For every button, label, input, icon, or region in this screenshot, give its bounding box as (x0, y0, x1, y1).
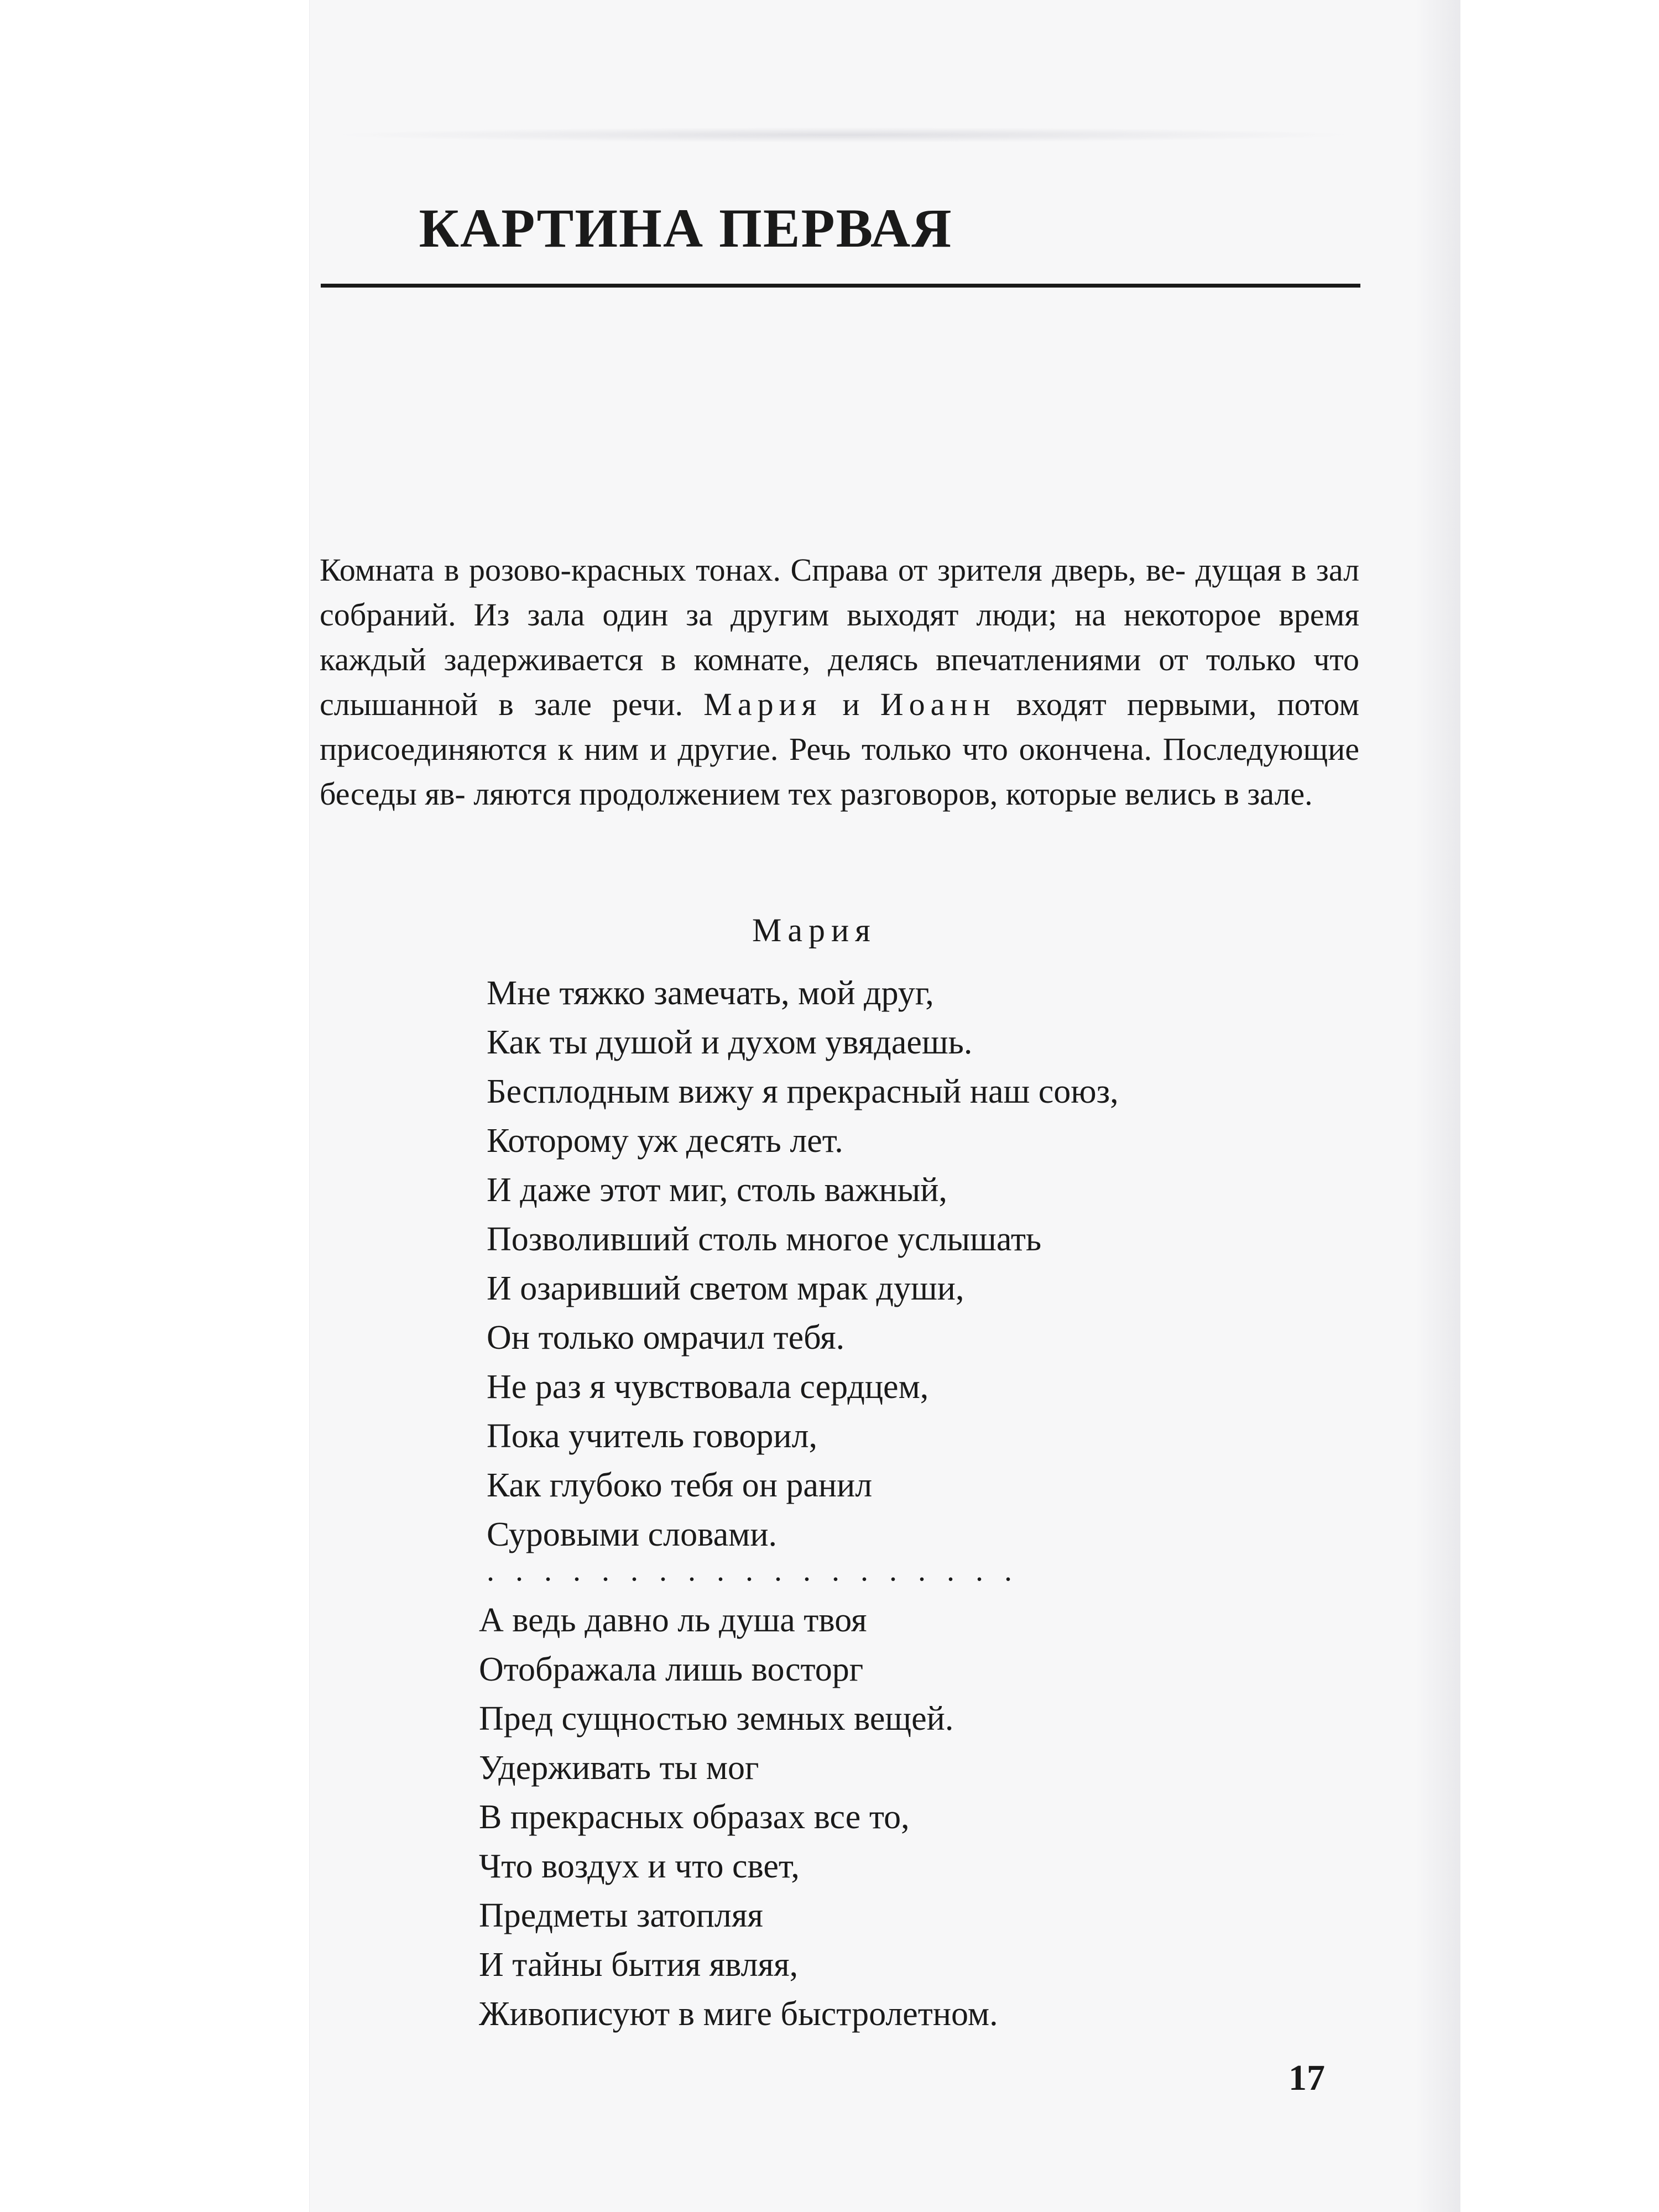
verse-line: Позволивший столь многое услышать (487, 1220, 1042, 1258)
verse-line: Суровыми словами. (487, 1516, 778, 1553)
stage-direction-line: Комната в розово-красных тонах. Справа от зрителя дверь, ве- (320, 552, 1186, 588)
stage-direction (320, 547, 1359, 816)
stage-direction-line: на некоторое время каждый задерживается в комнате, делясь (320, 597, 1359, 677)
verse-line: Пред сущностью земных вещей. (479, 1700, 954, 1738)
bleed-through-ornament (332, 127, 1355, 143)
verse-line: В прекрасных образах все то, (479, 1798, 910, 1836)
verse-line: Которому уж десять лет. (487, 1122, 843, 1160)
verse-line: Мне тяжко замечать, мой друг, (487, 974, 934, 1012)
verse-line: Отображала лишь восторг (479, 1651, 864, 1688)
verse-line: Не раз я чувствовала сердцем, (487, 1368, 929, 1406)
verse-line: Предметы затопляя (479, 1897, 763, 1934)
verse-line: Пока учитель говорил, (487, 1417, 818, 1455)
speaker-name: Мария (752, 912, 877, 948)
verse-line: И даже этот миг, столь важный, (487, 1171, 947, 1209)
character-name-ioann: Иоанн (880, 686, 996, 722)
verse-block-1 (487, 969, 1119, 1593)
verse-line: И озаривший светом мрак души, (487, 1270, 964, 1307)
stage-direction-conjunction: и (842, 686, 860, 722)
character-name-maria: Мария (703, 686, 822, 722)
verse-line: А ведь давно ль душа твоя (479, 1601, 867, 1639)
verse-line: Живописуют в миге быстролетном. (479, 1995, 998, 2033)
stage-direction-line: входят первыми, потом присоединяются к ним и (320, 686, 1360, 767)
chapter-title: КАРТИНА ПЕРВАЯ (419, 197, 953, 259)
page-fold-shadow (1416, 0, 1460, 2212)
verse-line: Как ты душой и духом увядаешь. (487, 1024, 973, 1061)
verse-line: Бесплодным вижу я прекрасный наш союз, (487, 1073, 1119, 1110)
title-underline-rule (321, 284, 1360, 288)
verse-line: Что воздух и что свет, (479, 1848, 800, 1885)
verse-block-2 (479, 1596, 998, 2039)
stage-direction-line: другие. Речь только что окончена. Последующие беседы яв- (320, 731, 1360, 812)
stage-direction-line: впечатлениями от только что слышанной в зале речи. (320, 641, 1359, 722)
page-number: 17 (1288, 2058, 1325, 2098)
verse-line: И тайны бытия являя, (479, 1946, 799, 1984)
verse-line: Как глубоко тебя он ранил (487, 1467, 873, 1504)
verse-line: Удерживать ты мог (479, 1749, 759, 1787)
stage-direction-line: дущая в зал собраний. Из зала один за другим выходят люди; (320, 552, 1360, 633)
verse-line: Он только омрачил тебя. (487, 1319, 845, 1357)
ellipsis-row: . . . . . . . . . . . . . . . . . . . (487, 1553, 1019, 1588)
stage-direction-line: ляются продолжением тех разговоров, которые велись в зале. (473, 776, 1313, 812)
